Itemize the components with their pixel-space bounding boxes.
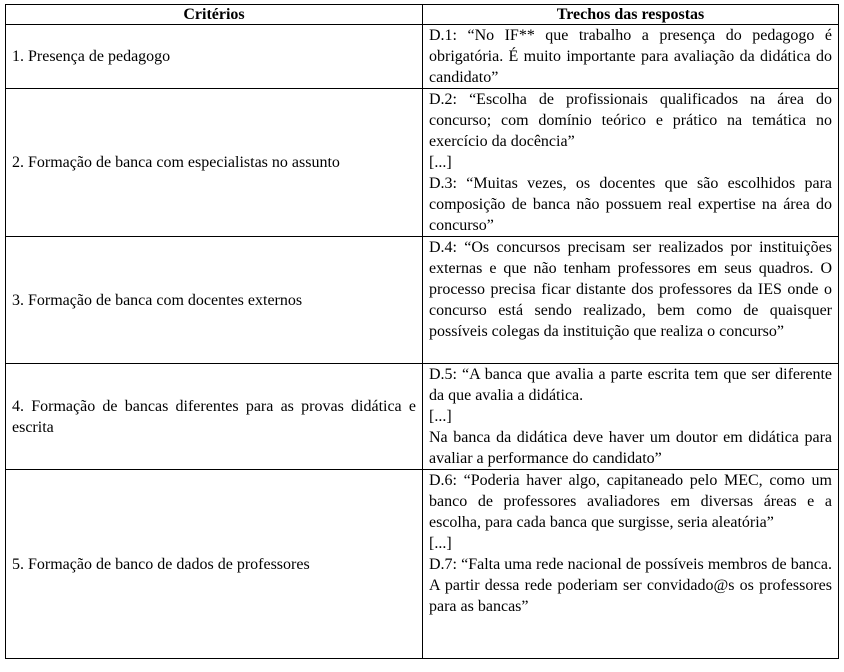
table-row bbox=[6, 25, 839, 89]
criterion-cell: 1. Presença de pedagogo bbox=[6, 25, 423, 89]
excerpt-ellipsis: [...] bbox=[429, 535, 452, 552]
table-row bbox=[6, 364, 839, 470]
excerpt-text: D.7: “Falta uma rede nacional de possíveis membros de banca. A partir dessa rede poderiam ser convidado@s os professores para as bancas” bbox=[429, 556, 832, 615]
table-row bbox=[6, 470, 839, 659]
excerpt-ellipsis: [...] bbox=[429, 154, 452, 171]
criterion-cell: 4. Formação de bancas diferentes para as provas didática e escrita bbox=[6, 364, 423, 470]
header-trechos: Trechos das respostas bbox=[423, 5, 839, 25]
criterion-cell: 2. Formação de banca com especialistas no assunto bbox=[6, 89, 423, 237]
excerpt-ellipsis: [...] bbox=[429, 408, 452, 425]
criterion-cell: 3. Formação de banca com docentes externos bbox=[6, 237, 423, 364]
excerpt-cell bbox=[423, 364, 839, 470]
criteria-table bbox=[5, 4, 839, 659]
table-row bbox=[6, 237, 839, 364]
table-row bbox=[6, 89, 839, 237]
excerpt-cell bbox=[423, 89, 839, 237]
excerpt-cell bbox=[423, 470, 839, 659]
excerpt-text: D.5: “A banca que avalia a parte escrita tem que ser diferente da que avalia a didática. bbox=[429, 366, 832, 404]
excerpt-text: Na banca da didática deve haver um doutor em didática para avaliar a performance do candidato” bbox=[429, 429, 832, 467]
excerpt-text: D.1: “No IF** que trabalho a presença do pedagogo é obrigatória. É muito importante para avaliação da didática do candidato” bbox=[429, 27, 832, 86]
excerpt-cell bbox=[423, 237, 839, 364]
header-criterios: Critérios bbox=[6, 5, 423, 25]
excerpt-text: D.4: “Os concursos precisam ser realizados por instituições externas e que não tenham professores em seus quadros. O processo precisa ficar distante dos professores da IES onde o concurso está sendo realizado, bem como de quaisquer possíveis colegas da instituição que realiza o concurso” bbox=[429, 239, 832, 340]
excerpt-cell bbox=[423, 25, 839, 89]
excerpt-text: D.6: “Poderia haver algo, capitaneado pelo MEC, como um banco de professores avaliadores em diversas áreas e a escolha, para cada banca que surgisse, seria aleatória” bbox=[429, 472, 832, 531]
table-header-row bbox=[6, 5, 839, 25]
excerpt-text: D.3: “Muitas vezes, os docentes que são escolhidos para composição de banca não possuem real expertise na área do concurso” bbox=[429, 175, 832, 234]
excerpt-text: D.2: “Escolha de profissionais qualificados na área do concurso; com domínio teórico e prático na temática no exercício da docência” bbox=[429, 91, 832, 150]
criterion-cell: 5. Formação de banco de dados de professores bbox=[6, 470, 423, 659]
